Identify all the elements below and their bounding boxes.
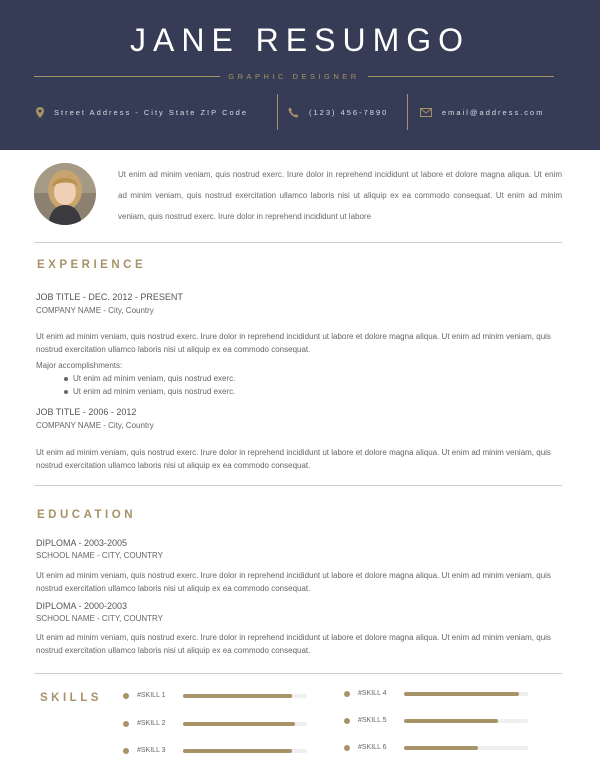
skill-bar-track	[404, 746, 528, 750]
skill-dot	[123, 721, 129, 727]
job-title: JOB TITLE - DEC. 2012 - PRESENT	[36, 292, 183, 302]
school-name: SCHOOL NAME - CITY, COUNTRY	[36, 614, 163, 623]
job-title: JOB TITLE - 2006 - 2012	[36, 407, 137, 417]
skill-bar-fill	[183, 722, 295, 726]
school-name: SCHOOL NAME - CITY, COUNTRY	[36, 551, 163, 560]
address-text: Street Address - City State ZIP Code	[54, 107, 248, 117]
resume-header	[0, 0, 600, 150]
contact-divider	[407, 94, 408, 130]
candidate-name: JANE RESUMGO	[129, 22, 471, 58]
job-description: Ut enim ad minim veniam, quis nostrud exerc. Irure dolor in reprehend incididunt ut labore et dolore magna aliqua. Ut enim ad minim veniam, quis nostrud exercitation ullamco laboris nisi ut aliquip ex ea commodo consequat.	[36, 448, 551, 470]
email-text[interactable]: email@address.com	[442, 107, 545, 117]
company-name: COMPANY NAME - City, Country	[36, 421, 154, 430]
skill-label: #SKILL 5	[358, 717, 387, 724]
diploma-description: Ut enim ad minim veniam, quis nostrud exerc. Irure dolor in reprehend incididunt ut labore et dolore magna aliqua. Ut enim ad minim veniam, quis nostrud exercitation ullamco laboris nisi ut aliquip ex ea commodo consequat.	[36, 633, 551, 655]
subtitle-rule-left	[34, 76, 220, 77]
skill-label: #SKILL 2	[137, 720, 166, 727]
skill-label: #SKILL 3	[137, 747, 166, 754]
diploma-title: DIPLOMA - 2003-2005	[36, 538, 128, 548]
profile-photo	[34, 163, 96, 225]
section-divider	[34, 485, 562, 486]
contact-phone	[288, 94, 388, 130]
skill-dot	[123, 693, 129, 699]
envelope-icon	[420, 108, 432, 117]
skill-bar-track	[404, 719, 528, 723]
subtitle-row	[34, 70, 554, 82]
phone-icon	[288, 107, 299, 118]
skill-bar-fill	[183, 694, 292, 698]
skill-label: #SKILL 4	[358, 690, 387, 697]
contact-divider	[277, 94, 278, 130]
phone-text: (123) 456-7890	[309, 107, 389, 117]
diploma-title: DIPLOMA - 2000-2003	[36, 601, 128, 611]
contact-email	[420, 94, 544, 130]
skill-bar-track	[183, 694, 307, 698]
job-description: Ut enim ad minim veniam, quis nostrud exerc. Irure dolor in reprehend incididunt ut labore et dolore magna aliqua. Ut enim ad minim veniam, quis nostrud exercitation ullamco laboris nisi ut aliquip ex ea commodo consequat.	[36, 332, 551, 354]
education-heading: EDUCATION	[37, 509, 137, 521]
diploma-description: Ut enim ad minim veniam, quis nostrud exerc. Irure dolor in reprehend incididunt ut labore et dolore magna aliqua. Ut enim ad minim veniam, quis nostrud exercitation ullamco laboris nisi ut aliquip ex ea commodo consequat.	[36, 571, 551, 593]
accomplishments-label: Major accomplishments:	[36, 361, 123, 370]
skill-dot	[344, 718, 350, 724]
avatar	[34, 163, 96, 225]
profile-summary: Ut enim ad minim veniam, quis nostrud exerc. Irure dolor in reprehend incididunt ut labore et dolore magna aliqua. Ut enim ad minim veniam, quis nostrud exercitation ullamco laboris nisi ut aliquip ex ea commodo consequat. Ut enim ad minim veniam, quis nostrud exerc. Irure dolor in reprehend incididunt ut labore	[118, 170, 562, 221]
accomplishment-item: Ut enim ad minim veniam, quis nostrud exerc.	[73, 387, 236, 396]
skill-dot	[123, 748, 129, 754]
skill-bar-track	[404, 692, 528, 696]
skill-bar-track	[183, 722, 307, 726]
skill-bar-fill	[183, 749, 292, 753]
contact-address	[36, 94, 248, 130]
location-pin-icon	[36, 107, 44, 118]
skill-bar-fill	[404, 692, 519, 696]
skill-label: #SKILL 6	[358, 744, 387, 751]
skills-heading: SKILLS	[40, 692, 102, 704]
experience-heading: EXPERIENCE	[37, 259, 147, 271]
job-subtitle: GRAPHIC DESIGNER	[228, 71, 360, 81]
skill-bar-fill	[404, 746, 478, 750]
skill-bar-track	[183, 749, 307, 753]
skill-dot	[344, 745, 350, 751]
skill-dot	[344, 691, 350, 697]
subtitle-rule-right	[368, 76, 554, 77]
skill-label: #SKILL 1	[137, 692, 166, 699]
section-divider	[34, 242, 562, 243]
company-name: COMPANY NAME - City, Country	[36, 306, 154, 315]
accomplishment-item: Ut enim ad minim veniam, quis nostrud exerc.	[73, 374, 236, 383]
skill-bar-fill	[404, 719, 498, 723]
section-divider	[34, 673, 562, 674]
